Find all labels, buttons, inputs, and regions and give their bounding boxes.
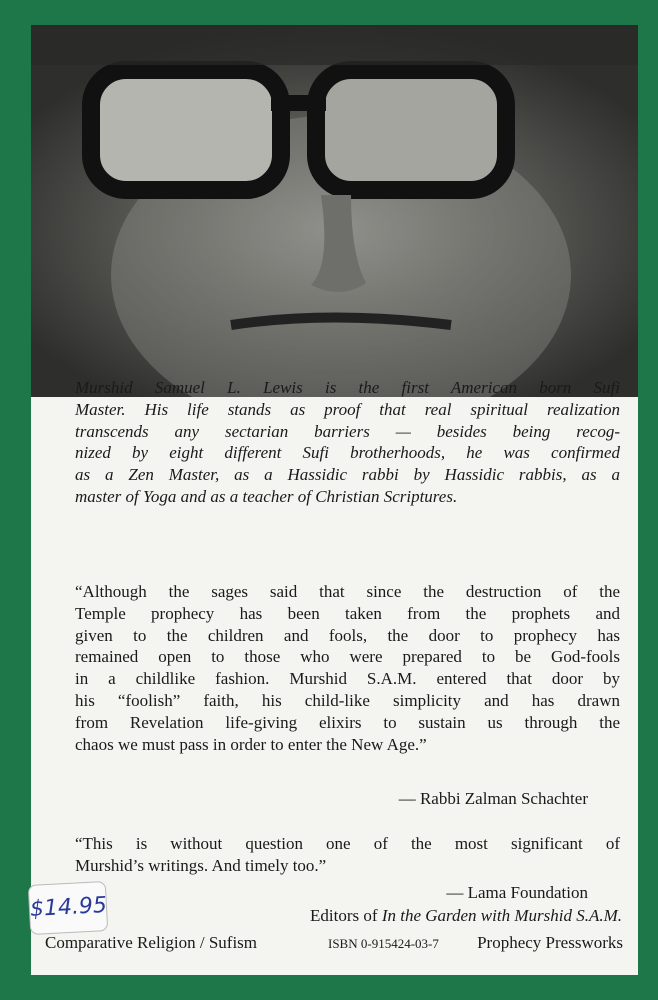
publisher: Prophecy Pressworks xyxy=(477,933,623,952)
bio-line: transcends any sectarian barriers — besides being recog- xyxy=(75,421,620,441)
quote-line: in a childlike fashion. Murshid S.A.M. entered that door by xyxy=(75,669,620,689)
author-bio xyxy=(75,377,620,508)
quote-line: Temple prophecy has been taken from the prophets and xyxy=(75,603,620,623)
quote-line: Murshid’s writings. And timely too.” xyxy=(75,855,327,875)
bio-line: master of Yoga and as a teacher of Christian Scriptures. xyxy=(75,486,458,506)
quote-line: given to the children and fools, the door to prophecy has xyxy=(75,625,620,645)
bio-line: Murshid Samuel L. Lewis is the first American born Sufi xyxy=(75,378,620,397)
bio-line: as a Zen Master, as a Hassidic rabbi by Hassidic rabbis, as a xyxy=(75,465,620,485)
book-title: In the Garden with Murshid S.A.M. xyxy=(381,906,622,925)
category-label: Comparative Religion / Sufism xyxy=(45,933,258,952)
testimonial-quote-2 xyxy=(75,833,620,877)
testimonial-quote-1 xyxy=(75,581,620,755)
quote-line: from Revelation life-giving elixirs to sustain us through the xyxy=(75,712,620,732)
author-portrait-photo xyxy=(31,25,638,397)
isbn: ISBN 0-915424-03-7 xyxy=(328,936,439,951)
quote-2-attribution: — Lama Foundation xyxy=(446,883,588,902)
quote-line: chaos we must pass in order to enter the New Age.” xyxy=(75,734,427,754)
back-cover-panel xyxy=(31,25,638,975)
quote-line: “This is without question one of the most significant of xyxy=(75,834,620,853)
quote-line: remained open to those who were prepared to be God-fools xyxy=(75,647,620,667)
quote-line: “Although the sages said that since the destruction of the xyxy=(75,582,620,601)
quote-line: his “foolish” faith, his child-like simplicity and has drawn xyxy=(75,690,620,710)
bio-line: Master. His life stands as proof that real spiritual realization xyxy=(75,399,620,419)
bio-line: nized by eight different Sufi brotherhoods, he was confirmed xyxy=(75,443,620,463)
quote-2-editors xyxy=(310,906,622,926)
editors-prefix: Editors of xyxy=(310,906,382,925)
quote-1-attribution: — Rabbi Zalman Schachter xyxy=(398,789,588,808)
price-sticker: $14.95 xyxy=(28,881,109,935)
